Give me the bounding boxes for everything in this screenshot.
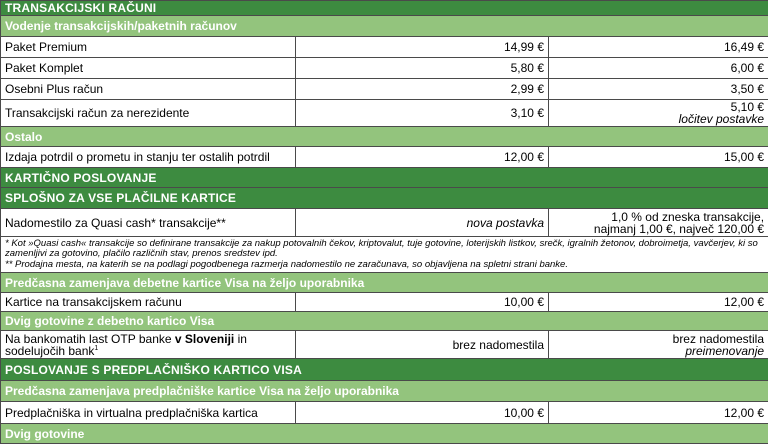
new-price-cell [549,209,768,237]
subsection-header [1,312,768,331]
row-label: Izdaja potrdil o prometu in stanju ter ostalih potrdil [1,147,296,168]
old-price: nova postavka [296,209,549,237]
subsection-title: Predčasna zamenjava predplačniške kartice Visa na željo uporabnika [1,381,768,402]
old-price: 2,99 € [296,79,549,100]
table-row [1,37,768,58]
new-price-line2: najmanj 1,00 €, največ 120,00 € [553,223,764,235]
table-row [1,100,768,127]
row-label: Transakcijski račun za nerezidente [1,100,296,127]
old-price: 12,00 € [296,147,549,168]
section-header [1,188,768,209]
new-price-cell [549,100,768,127]
new-price-cell [549,331,768,359]
subsection-header [1,16,768,37]
table-row [1,79,768,100]
section-header [1,359,768,381]
row-label: Paket Komplet [1,58,296,79]
table-row [1,402,768,424]
table-row [1,147,768,168]
footnote-row [1,237,768,273]
footnote-ref: 1 [94,345,98,352]
subsection-title: Ostalo [1,127,768,147]
new-price: 12,00 € [549,293,768,312]
table-row [1,209,768,237]
row-label: Osebni Plus račun [1,79,296,100]
footnote-prodajna: ** Prodajna mesta, na katerih se na podlagi pogodbenega razmerja nadomestilo ne zaračunava, so objavljena na spletni strani banke. [5,260,764,271]
row-label: Na bankomatih last OTP banke v Sloveniji in sodelujočih bank$^1$ [1,331,296,359]
subsection-header [1,381,768,402]
section-title: KARTIČNO POSLOVANJE [1,168,768,188]
table-row [1,58,768,79]
change-note: ločitev postavke [553,113,764,125]
new-price: 15,00 € [549,147,768,168]
subsection-title: Predčasna zamenjava debetne kartice Visa na željo uporabnika [1,273,768,293]
row-label: Predplačniška in virtualna predplačniška kartica [1,402,296,424]
row-label: Nadomestilo za Quasi cash* transakcije** [1,209,296,237]
new-price: 12,00 € [549,402,768,424]
footnote-quasi: * Kot »Quasi cash« transakcije so definirane transakcije za nakup potovalnih čekov, kriptovalut, tuje gotovine, loterijskih listkov, srečk, igralnih žetonov, dobroimetja, vavčerjev, ki so zamenljivi za gotovino, plačilo različnih stav, prenos sredstev ipd. [5,239,764,260]
subsection-title: Vodenje transakcijskih/paketnih računov [1,16,768,37]
old-price: 14,99 € [296,37,549,58]
row-label: Kartice na transakcijskem računu [1,293,296,312]
new-price: brez nadomestila [553,333,764,345]
table-row [1,293,768,312]
new-price: 16,49 € [549,37,768,58]
section-title: POSLOVANJE S PREDPLAČNIŠKO KARTICO VISA [1,359,768,381]
section-header [1,1,768,16]
subsection-header [1,127,768,147]
section-header [1,168,768,188]
subsection-header [1,273,768,293]
section-title: TRANSAKCIJSKI RAČUNI [1,1,768,16]
old-price: 3,10 € [296,100,549,127]
old-price: brez nadomestila [296,331,549,359]
new-price: 3,50 € [549,79,768,100]
new-price: 5,10 € [553,101,764,113]
table-row [1,331,768,359]
subsection-title: Dvig gotovine z debetno kartico Visa [1,312,768,331]
footnote-cell [1,237,768,273]
old-price: 10,00 € [296,293,549,312]
old-price: 5,80 € [296,58,549,79]
subsection-title: Dvig gotovine [1,424,768,444]
change-note: preimenovanje [553,345,764,357]
row-label: Paket Premium [1,37,296,58]
subsection-header [1,424,768,444]
new-price-line1: 1,0 % od zneska transakcije, [553,211,764,223]
section-title: SPLOŠNO ZA VSE PLAČILNE KARTICE [1,188,768,209]
new-price: 6,00 € [549,58,768,79]
old-price: 10,00 € [296,402,549,424]
